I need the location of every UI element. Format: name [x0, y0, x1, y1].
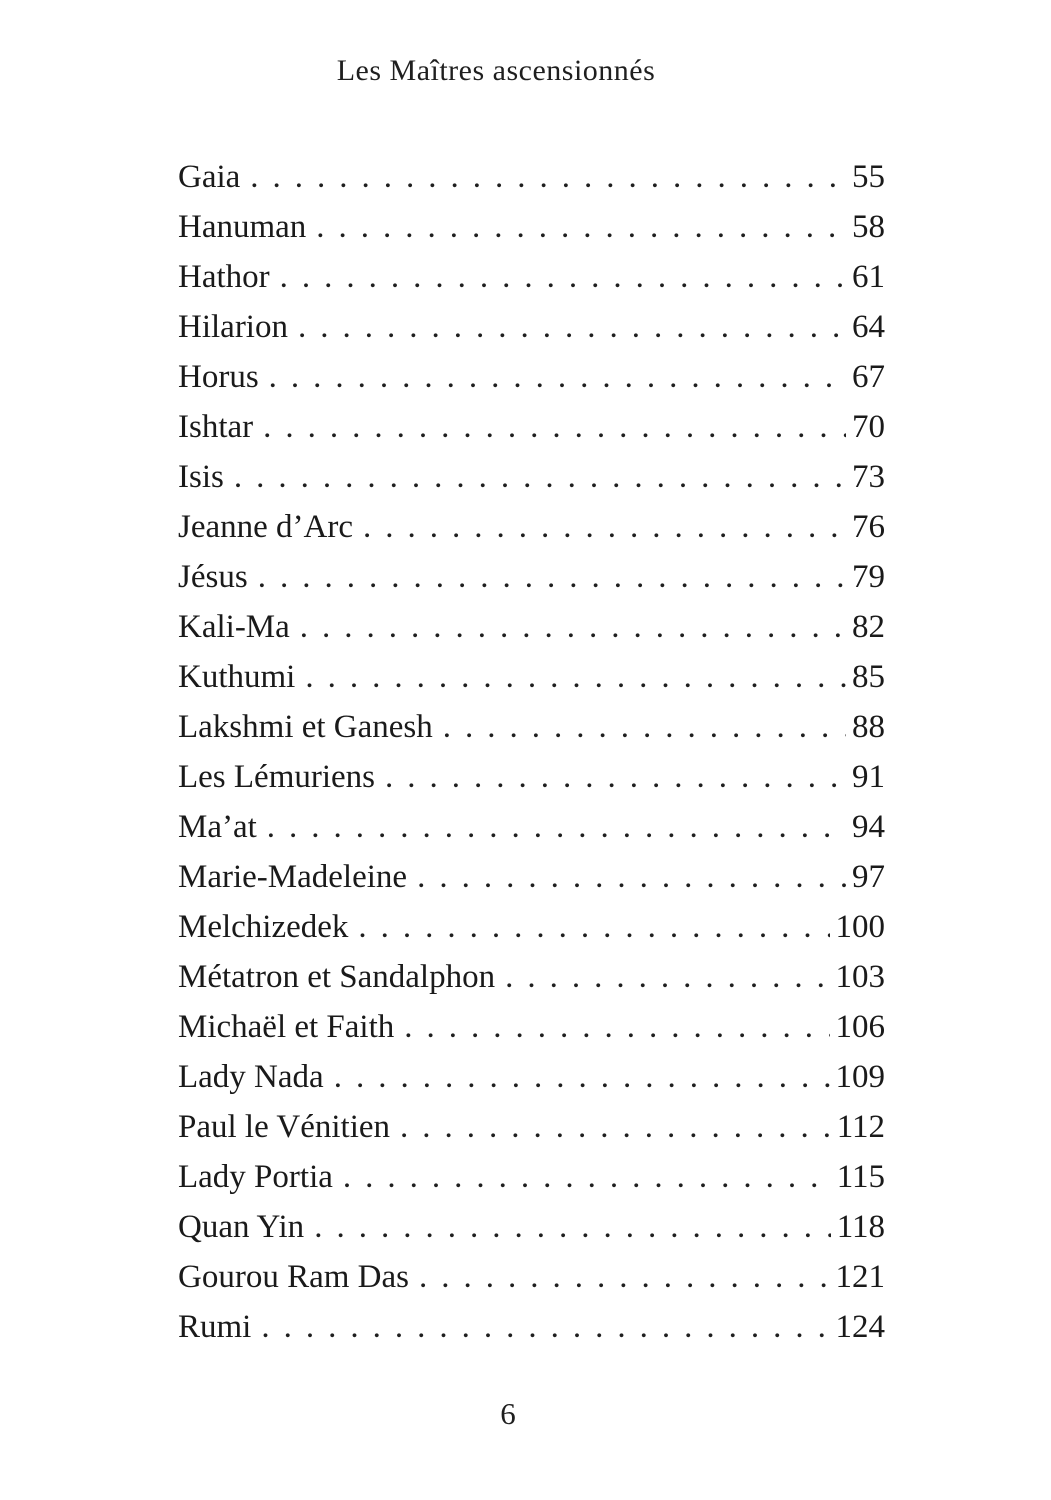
- toc-entry-page: 64: [852, 309, 885, 345]
- dot-leader: [419, 1252, 830, 1302]
- toc-entry: [178, 652, 885, 702]
- toc-entry-page: 82: [852, 609, 885, 645]
- toc-entry: [178, 352, 885, 402]
- toc-entry: [178, 1152, 885, 1202]
- toc-entry: [178, 252, 885, 302]
- toc-entry-page: 97: [852, 859, 885, 895]
- dot-leader: [358, 902, 829, 952]
- dot-leader: [267, 802, 846, 852]
- toc-entry-label: Les Lémuriens: [178, 759, 376, 795]
- toc-entry: [178, 1102, 885, 1152]
- dot-leader: [314, 1202, 831, 1252]
- toc-entry-label: Paul le Vénitien: [178, 1109, 391, 1145]
- toc-entry-page: 79: [852, 559, 885, 595]
- toc-entry-label: Hilarion: [178, 309, 288, 345]
- toc-entry-label: Ma’at: [178, 809, 257, 845]
- dot-leader: [280, 252, 846, 302]
- toc-entry-page: 94: [852, 809, 885, 845]
- dot-leader: [334, 1052, 830, 1102]
- toc-entry-label: Quan Yin: [178, 1209, 305, 1245]
- toc-entry-label: Lakshmi et Ganesh: [178, 709, 433, 745]
- toc-entry-page: 121: [835, 1259, 885, 1295]
- toc-entry: [178, 1202, 885, 1252]
- dot-leader: [298, 302, 846, 352]
- dot-leader: [250, 152, 846, 202]
- toc-entry-label: Hathor: [178, 259, 270, 295]
- toc-entry-label: Gaia: [178, 159, 241, 195]
- toc-entry-page: 67: [852, 359, 885, 395]
- toc-entry: [178, 202, 885, 252]
- toc-entry: [178, 952, 885, 1002]
- toc-entry: [178, 452, 885, 502]
- toc-entry-label: Rumi: [178, 1309, 252, 1345]
- toc-entry-label: Isis: [178, 459, 224, 495]
- toc-entry-page: 115: [836, 1159, 885, 1195]
- toc-entry-page: 85: [852, 659, 885, 695]
- toc-entry-label: Ishtar: [178, 409, 254, 445]
- dot-leader: [269, 352, 846, 402]
- dot-leader: [305, 652, 846, 702]
- toc-entry-page: 124: [835, 1309, 885, 1345]
- dot-leader: [417, 852, 846, 902]
- toc-entry-page: 70: [852, 409, 885, 445]
- toc-entry-label: Lady Portia: [178, 1159, 333, 1195]
- toc-entry-page: 112: [836, 1109, 885, 1145]
- page-number-footer: 6: [500, 1396, 516, 1431]
- dot-leader: [234, 452, 846, 502]
- dot-leader: [316, 202, 846, 252]
- toc-entry-label: Gourou Ram Das: [178, 1259, 409, 1295]
- toc-entry-page: 55: [852, 159, 885, 195]
- dot-leader: [263, 402, 846, 452]
- toc-entry-page: 88: [852, 709, 885, 745]
- toc-entry-page: 109: [835, 1059, 885, 1095]
- toc-entry: [178, 302, 885, 352]
- toc-entry-label: Jésus: [178, 559, 248, 595]
- toc-entry-page: 100: [835, 909, 885, 945]
- dot-leader: [343, 1152, 831, 1202]
- table-of-contents: [178, 152, 885, 1352]
- toc-entry-page: 76: [852, 509, 885, 545]
- toc-entry-label: Kuthumi: [178, 659, 296, 695]
- toc-entry-label: Kali-Ma: [178, 609, 290, 645]
- dot-leader: [404, 1002, 829, 1052]
- toc-entry-label: Horus: [178, 359, 259, 395]
- dot-leader: [400, 1102, 831, 1152]
- toc-entry-page: 106: [835, 1009, 885, 1045]
- page-title: Les Maîtres ascensionnés: [336, 54, 656, 87]
- toc-entry-label: Marie-Madeleine: [178, 859, 408, 895]
- toc-entry: [178, 402, 885, 452]
- dot-leader: [300, 602, 846, 652]
- toc-entry: [178, 602, 885, 652]
- toc-entry-page: 91: [852, 759, 885, 795]
- dot-leader: [258, 552, 846, 602]
- toc-entry-page: 103: [835, 959, 885, 995]
- toc-entry-label: Jeanne d’Arc: [178, 509, 353, 545]
- toc-entry: [178, 852, 885, 902]
- toc-entry-page: 118: [836, 1209, 885, 1245]
- dot-leader: [385, 752, 846, 802]
- dot-leader: [363, 502, 846, 552]
- toc-entry: [178, 552, 885, 602]
- toc-entry-page: 61: [852, 259, 885, 295]
- toc-entry-label: Métatron et Sandalphon: [178, 959, 496, 995]
- dot-leader: [261, 1302, 829, 1352]
- toc-entry-label: Hanuman: [178, 209, 307, 245]
- toc-entry-label: Lady Nada: [178, 1059, 324, 1095]
- toc-entry: [178, 152, 885, 202]
- toc-entry-page: 73: [852, 459, 885, 495]
- toc-entry: [178, 502, 885, 552]
- toc-entry: [178, 752, 885, 802]
- toc-entry-label: Michaël et Faith: [178, 1009, 395, 1045]
- toc-entry: [178, 802, 885, 852]
- toc-entry: [178, 1302, 885, 1352]
- toc-entry: [178, 702, 885, 752]
- toc-entry-label: Melchizedek: [178, 909, 349, 945]
- dot-leader: [443, 702, 846, 752]
- toc-entry: [178, 902, 885, 952]
- dot-leader: [505, 952, 829, 1002]
- toc-entry: [178, 1002, 885, 1052]
- toc-entry-page: 58: [852, 209, 885, 245]
- toc-entry: [178, 1252, 885, 1302]
- toc-entry: [178, 1052, 885, 1102]
